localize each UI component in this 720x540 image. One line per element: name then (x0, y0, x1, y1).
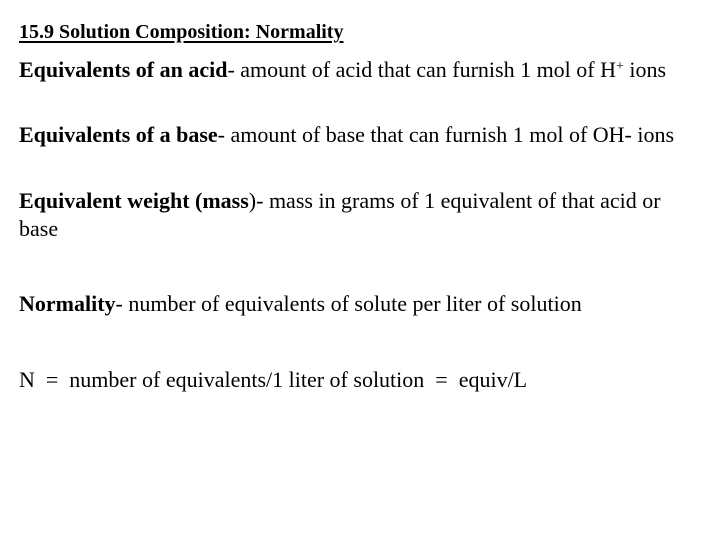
definition-equivalent-weight (19, 187, 679, 243)
definition-term: Equivalent weight (mass (19, 188, 249, 213)
definition-text: )- mass in grams of 1 equivalent of that acid or base (19, 188, 661, 241)
definition-text-end: ions (623, 57, 667, 82)
superscript-plus: + (616, 59, 624, 74)
definition-text: - number of equivalents of solute per liter of solution (115, 291, 582, 316)
definition-text: - amount of acid that can furnish 1 mol of H (227, 57, 617, 82)
definition-text: - amount of base that can furnish 1 mol of OH- ions (217, 122, 675, 147)
normality-formula: N = number of equivalents/1 liter of solution = equiv/L (19, 367, 528, 392)
definition-acid-equivalents (19, 56, 679, 84)
definition-term: Normality (19, 291, 116, 316)
definition-base-equivalents (19, 121, 679, 149)
definition-term: Equivalents of a base (19, 122, 218, 147)
definition-term: Equivalents of an acid (19, 57, 228, 82)
slide-title: 15.9 Solution Composition: Normality (19, 21, 344, 43)
definition-normality (19, 290, 679, 318)
